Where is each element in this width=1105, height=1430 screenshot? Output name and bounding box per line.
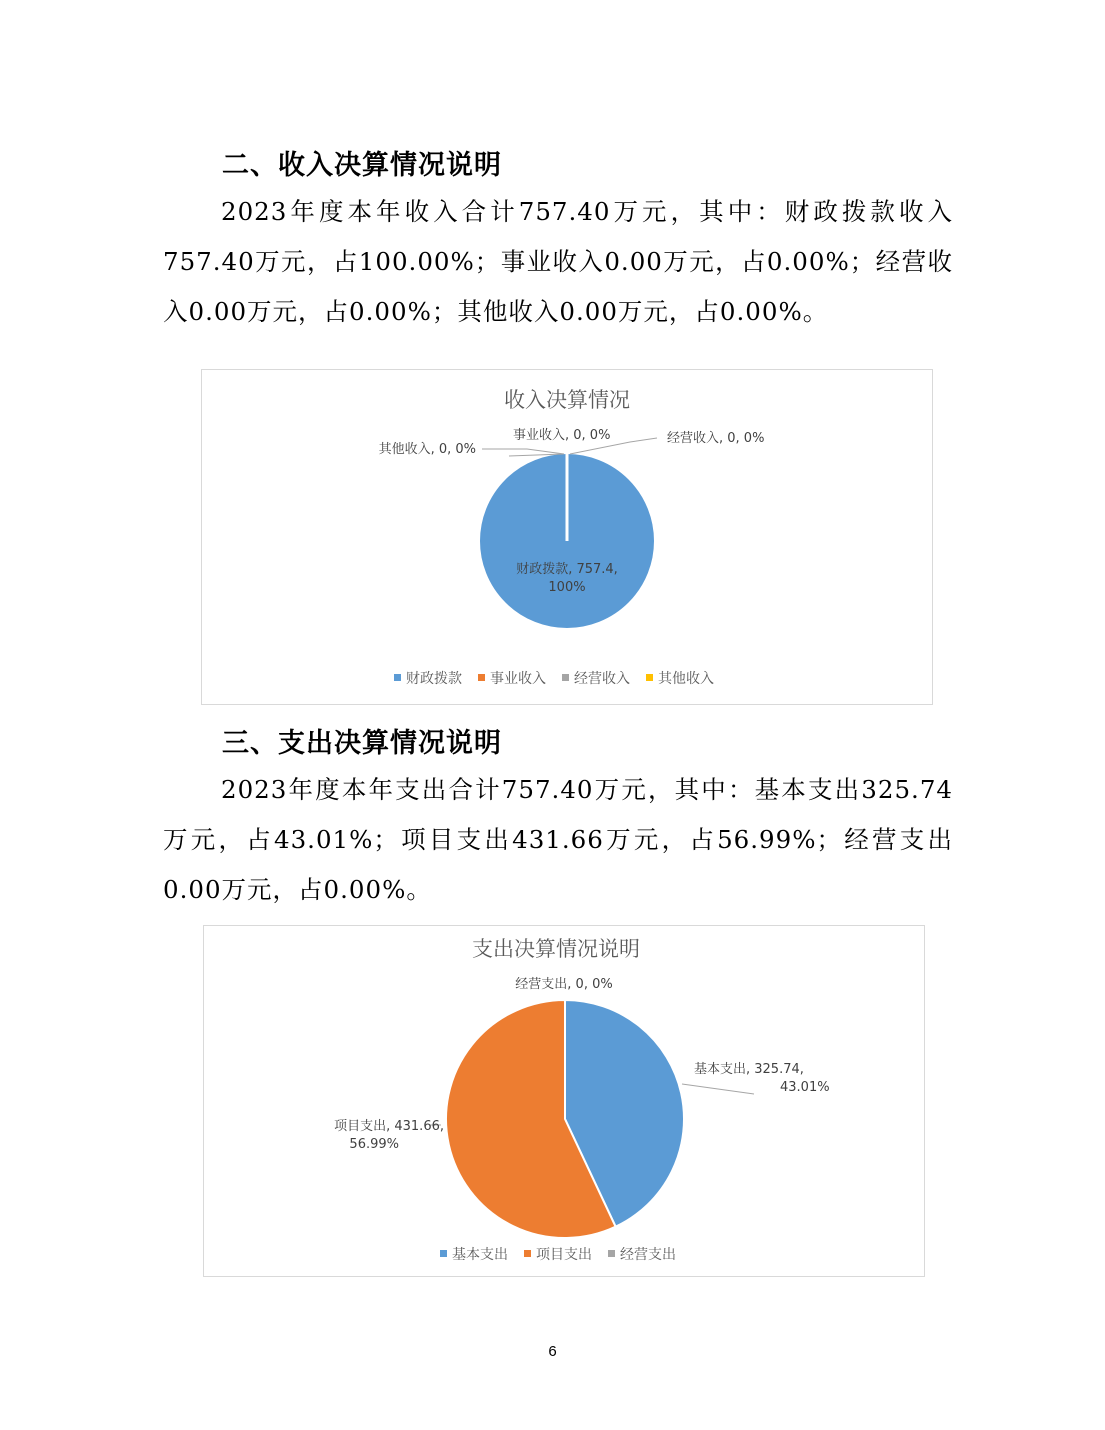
legend-swatch-3: [646, 674, 653, 681]
legend-label-2: 经营支出: [620, 1247, 676, 1263]
expense-pie-chart: [204, 926, 924, 1276]
legend-swatch-1: [524, 1250, 531, 1257]
income-chart: [201, 369, 933, 705]
legend-label-3: 其他收入: [658, 671, 714, 687]
income-pie-chart: [202, 370, 932, 704]
legend-swatch-2: [562, 674, 569, 681]
leader-line-1: [482, 449, 564, 454]
data-label-0: 基本支出, 325.74,: [694, 1062, 804, 1077]
legend-label-2: 经营收入: [574, 671, 630, 687]
expense-paragraph: 2023年度本年支出合计757.40万元，其中：基本支出325.74万元，占43.01%；项目支出431.66万元，占56.99%；经营支出0.00万元，占0.00%。: [163, 775, 953, 904]
chart-title: 支出决算情况说明: [472, 937, 640, 961]
data-label-2: 经营支出, 0, 0%: [515, 977, 613, 992]
page-number: 6: [548, 1343, 557, 1360]
data-label-0-pct: 100%: [548, 580, 586, 595]
data-label-3: 其他收入, 0, 0%: [378, 442, 476, 457]
expense-chart: [203, 925, 925, 1277]
legend: [440, 1246, 676, 1263]
section-heading-income: 二、收入决算情况说明: [222, 150, 502, 181]
legend: [394, 670, 714, 687]
data-label-0: 财政拨款, 757.4,: [516, 562, 618, 577]
data-label-1-pct: 56.99%: [349, 1137, 399, 1152]
income-paragraph: 2023年度本年收入合计757.40万元，其中：财政拨款收入757.40万元，占100.00%；事业收入0.00万元，占0.00%；经营收入0.00万元，占0.00%；其他收入0.00万元，占0.00%。: [163, 197, 953, 326]
legend-swatch-0: [394, 674, 401, 681]
section-heading-expense: 三、支出决算情况说明: [222, 728, 502, 759]
legend-label-0: 财政拨款: [406, 671, 462, 687]
data-label-1: 项目支出, 431.66,: [334, 1119, 444, 1134]
legend-swatch-1: [478, 674, 485, 681]
legend-swatch-2: [608, 1250, 615, 1257]
data-label-0-pct: 43.01%: [780, 1080, 830, 1095]
legend-swatch-0: [440, 1250, 447, 1257]
legend-label-1: 项目支出: [536, 1247, 592, 1263]
data-label-1: 事业收入, 0, 0%: [513, 428, 611, 443]
legend-label-1: 事业收入: [490, 671, 546, 687]
chart-title: 收入决算情况: [504, 388, 630, 412]
legend-label-0: 基本支出: [452, 1247, 508, 1263]
leader-line-0: [682, 1084, 754, 1094]
data-label-2: 经营收入, 0, 0%: [667, 431, 765, 446]
